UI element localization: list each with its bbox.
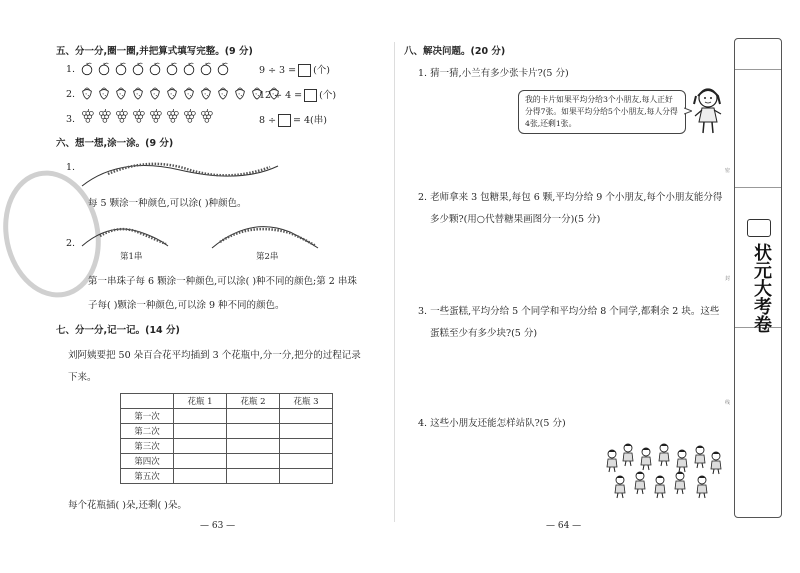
apple-icon bbox=[148, 62, 162, 76]
row-label: 第二次 bbox=[121, 424, 174, 439]
answer-box[interactable] bbox=[304, 89, 317, 102]
q6-1-number: 1. bbox=[66, 162, 76, 173]
q5-2-number: 2. bbox=[66, 89, 76, 100]
section-7-title: 七、分一分,记一记。(14 分) bbox=[56, 325, 180, 336]
table-row bbox=[121, 454, 333, 469]
strawberry-icon bbox=[148, 86, 162, 100]
bead-string-1-icon bbox=[80, 158, 280, 192]
grape-bunch-icon bbox=[80, 109, 94, 123]
child-figure-icon bbox=[697, 476, 707, 498]
table-header bbox=[121, 394, 174, 409]
table-cell[interactable] bbox=[280, 409, 333, 424]
apple-row bbox=[80, 62, 230, 76]
strawberry-icon bbox=[80, 86, 94, 100]
grape-bunch-icon bbox=[131, 109, 145, 123]
page-divider bbox=[394, 42, 395, 522]
apple-icon bbox=[165, 62, 179, 76]
brand-title: 状元大考卷 bbox=[751, 243, 772, 333]
apple-icon bbox=[114, 62, 128, 76]
table-header: 花瓶 2 bbox=[227, 394, 280, 409]
answer-box[interactable] bbox=[278, 114, 291, 127]
grape-bunch-icon bbox=[199, 109, 213, 123]
table-cell[interactable] bbox=[227, 454, 280, 469]
table-cell[interactable] bbox=[174, 424, 227, 439]
q8-2-text-line1: 2. 老师拿来 3 包糖果,每包 6 颗,平均分给 9 个小朋友,每个小朋友能分得 bbox=[418, 192, 723, 203]
child-figure-icon bbox=[675, 472, 685, 494]
apple-icon bbox=[80, 62, 94, 76]
side-rule bbox=[735, 187, 781, 188]
q7-answer-line: 每个花瓶插( )朵,还剩( )朵。 bbox=[68, 500, 187, 511]
table-cell[interactable] bbox=[174, 469, 227, 484]
q6-2-text-line1: 第一串珠子每 6 颗涂一种颜色,可以涂( )种不同的颜色;第 2 串珠 bbox=[88, 276, 357, 287]
grape-bunch-icon bbox=[114, 109, 128, 123]
bead-string-3-icon bbox=[210, 220, 320, 250]
seal-char-xian: 线 bbox=[725, 400, 731, 406]
grape-bunch-icon bbox=[97, 109, 111, 123]
strawberry-icon bbox=[182, 86, 196, 100]
q8-1-text: 1. 猜一猜,小兰有多少张卡片?(5 分) bbox=[418, 68, 569, 79]
table-cell[interactable] bbox=[280, 439, 333, 454]
strawberry-icon bbox=[199, 86, 213, 100]
q6-2-text-line2: 子每( )颗涂一种颜色,可以涂 9 种不同的颜色。 bbox=[88, 300, 285, 311]
table-row bbox=[121, 469, 333, 484]
grape-bunch-icon bbox=[165, 109, 179, 123]
strawberry-icon bbox=[97, 86, 111, 100]
q6-2-number: 2. bbox=[66, 238, 76, 249]
q8-3-text-line2: 蛋糕至少有多少块?(5 分) bbox=[430, 328, 538, 339]
q8-2-text-line2: 多少颗?(用○代替糖果画图分一分)(5 分) bbox=[430, 214, 601, 225]
bead-string-2-icon bbox=[80, 220, 170, 250]
table-header: 花瓶 1 bbox=[174, 394, 227, 409]
section-8-title: 八、解决问题。(20 分) bbox=[404, 46, 506, 57]
child-figure-icon bbox=[695, 446, 705, 468]
q5-3-equation: 8 ÷ = 4(串) bbox=[259, 115, 327, 126]
table-cell[interactable] bbox=[227, 439, 280, 454]
child-figure-icon bbox=[635, 472, 645, 494]
apple-icon bbox=[182, 62, 196, 76]
table-cell[interactable] bbox=[227, 424, 280, 439]
q5-1-equation: 9 ÷ 3 = (个) bbox=[259, 65, 330, 76]
strawberry-icon bbox=[131, 86, 145, 100]
q8-4-text: 4. 这些小朋友还能怎样站队?(5 分) bbox=[418, 418, 566, 429]
table-cell[interactable] bbox=[227, 409, 280, 424]
strawberry-row bbox=[80, 86, 281, 100]
table-cell[interactable] bbox=[174, 454, 227, 469]
strawberry-icon bbox=[216, 86, 230, 100]
table-cell[interactable] bbox=[174, 439, 227, 454]
side-rule bbox=[735, 69, 781, 70]
page-number-63: — 63 — bbox=[200, 521, 236, 531]
apple-icon bbox=[216, 62, 230, 76]
child-figure-icon bbox=[607, 450, 617, 472]
record-table bbox=[120, 393, 333, 484]
table-row bbox=[121, 409, 333, 424]
strawberry-icon bbox=[114, 86, 128, 100]
children-group-icon bbox=[604, 440, 728, 500]
child-figure-icon bbox=[711, 452, 721, 474]
table-row bbox=[121, 424, 333, 439]
strawberry-icon bbox=[165, 86, 179, 100]
table-row bbox=[121, 439, 333, 454]
table-cell[interactable] bbox=[280, 424, 333, 439]
girl-cartoon-icon bbox=[690, 86, 726, 136]
page-number-64: — 64 — bbox=[546, 521, 582, 531]
seal-char-feng: 封 bbox=[725, 276, 731, 282]
q7-text-line2: 下来。 bbox=[68, 372, 97, 383]
string-2-label: 第2串 bbox=[256, 252, 279, 262]
apple-icon bbox=[97, 62, 111, 76]
child-figure-icon bbox=[677, 450, 687, 472]
section-6-title: 六、想一想,涂一涂。(9 分) bbox=[56, 138, 174, 149]
speech-bubble: 我的卡片如果平均分给3个小朋友,每人正好分得7张。如果平均分给5个小朋友,每人分得4张,还剩1张。 bbox=[518, 90, 686, 134]
child-figure-icon bbox=[623, 444, 633, 466]
child-figure-icon bbox=[655, 476, 665, 498]
table-cell[interactable] bbox=[174, 409, 227, 424]
row-label: 第三次 bbox=[121, 439, 174, 454]
string-1-label: 第1串 bbox=[120, 252, 143, 262]
child-figure-icon bbox=[659, 444, 669, 466]
table-cell[interactable] bbox=[280, 469, 333, 484]
grape-bunch-icon bbox=[148, 109, 162, 123]
q5-1-number: 1. bbox=[66, 64, 76, 75]
grape-row bbox=[80, 109, 213, 123]
seal-char-mi: 密 bbox=[725, 168, 731, 174]
table-cell[interactable] bbox=[227, 469, 280, 484]
q7-text-line1: 刘阿姨要把 50 朵百合花平均插到 3 个花瓶中,分一分,把分的过程记录 bbox=[68, 350, 361, 361]
child-figure-icon bbox=[615, 476, 625, 498]
q5-3-number: 3. bbox=[66, 114, 76, 125]
q6-1-text: 每 5 颗涂一种颜色,可以涂( )种颜色。 bbox=[88, 198, 247, 209]
apple-icon bbox=[131, 62, 145, 76]
strawberry-icon bbox=[233, 86, 247, 100]
q8-3-text-line1: 3. 一些蛋糕,平均分给 5 个同学和平均分给 8 个同学,都剩余 2 块。这些 bbox=[418, 306, 720, 317]
row-label: 第四次 bbox=[121, 454, 174, 469]
brand-logo-icon bbox=[747, 219, 771, 237]
grape-bunch-icon bbox=[182, 109, 196, 123]
answer-box[interactable] bbox=[298, 64, 311, 77]
child-figure-icon bbox=[641, 448, 651, 470]
binding-side-panel bbox=[725, 38, 782, 518]
apple-icon bbox=[199, 62, 213, 76]
q5-2-equation: 12 ÷ 4 = (个) bbox=[259, 90, 337, 101]
table-header: 花瓶 3 bbox=[280, 394, 333, 409]
section-5-title: 五、分一分,圈一圈,并把算式填写完整。(9 分) bbox=[56, 46, 253, 57]
row-label: 第一次 bbox=[121, 409, 174, 424]
table-cell[interactable] bbox=[280, 454, 333, 469]
row-label: 第五次 bbox=[121, 469, 174, 484]
